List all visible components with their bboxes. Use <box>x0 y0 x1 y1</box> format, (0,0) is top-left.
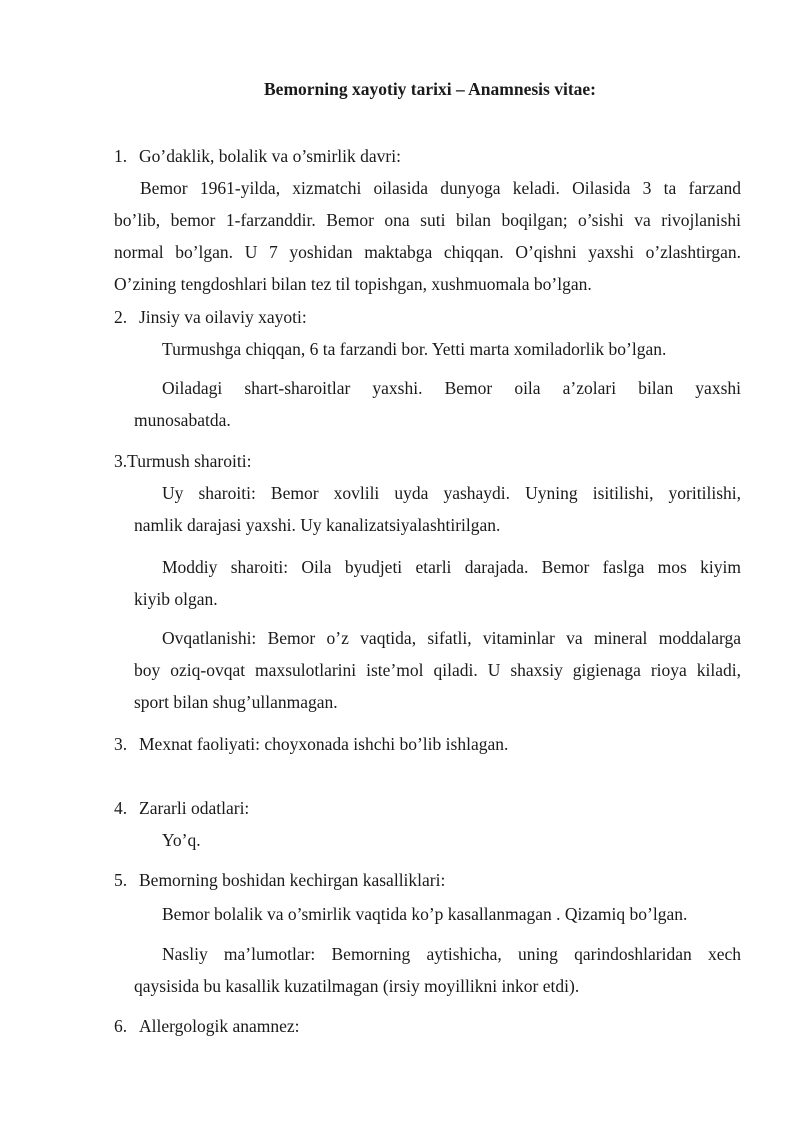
nutrition-line: Ovqatlanishi: Bemor o’z vaqtida, sifatli, vitaminlar va mineral moddalarga <box>162 628 741 648</box>
section-2-paragraph: Oiladagi shart-sharoitlar yaxshi. Bemor oila a’zolari bilan yaxshi <box>162 378 741 398</box>
section-5-heading: Zararli odatlari: <box>139 798 250 818</box>
section-1-line: normal bo’lgan. U 7 yoshidan maktabga chiqqan. O’qishni yaxshi o’zlashtirgan. <box>114 242 741 262</box>
section-1-heading: Go’daklik, bolalik va o’smirlik davri: <box>139 146 401 166</box>
section-6-number: 5. <box>114 870 128 890</box>
section-2-paragraph: munosabatda. <box>134 410 231 430</box>
section-2-number: 2. <box>114 307 128 327</box>
section-5-text: Yo’q. <box>162 830 201 850</box>
living-conditions-line: namlik darajasi yaxshi. Uy kanalizatsiyalashtirilgan. <box>134 515 501 535</box>
section-2-heading: Jinsiy va oilaviy xayoti: <box>139 307 307 327</box>
material-conditions-line: Moddiy sharoiti: Oila byudjeti etarli darajada. Bemor faslga mos kiyim <box>162 557 741 577</box>
living-conditions-line: Uy sharoiti: Bemor xovlili uyda yashaydi. Uyning isitilishi, yoritilishi, <box>162 483 741 503</box>
material-conditions-line: kiyib olgan. <box>134 589 218 609</box>
section-5-number: 4. <box>114 798 128 818</box>
section-1-line: bo’lib, bemor 1-farzanddir. Bemor ona suti bilan boqilgan; o’sishi va rivojlanishi <box>114 210 741 230</box>
section-7-heading: Allergologik anamnez: <box>139 1016 300 1036</box>
section-1-line: Bemor 1961-yilda, xizmatchi oilasida dunyoga keladi. Oilasida 3 ta farzand <box>140 178 741 198</box>
heredity-line: Nasliy ma’lumotlar: Bemorning aytishicha, uning qarindoshlaridan xech <box>162 944 741 964</box>
section-4-heading: Mexnat faoliyati: choyxonada ishchi bo’lib ishlagan. <box>139 734 509 754</box>
section-3-heading: 3.Turmush sharoiti: <box>114 451 252 471</box>
section-2-paragraph: Turmushga chiqqan, 6 ta farzandi bor. Yetti marta xomiladorlik bo’lgan. <box>162 339 667 359</box>
section-7-number: 6. <box>114 1016 128 1036</box>
heredity-line: qaysisida bu kasallik kuzatilmagan (irsiy moyillikni inkor etdi). <box>134 976 580 996</box>
page-title: Bemorning xayotiy tarixi – Anamnesis vitae: <box>264 79 596 99</box>
nutrition-line: boy oziq-ovqat maxsulotlarini iste’mol qiladi. U shaxsiy gigienaga rioya kiladi, <box>134 660 741 680</box>
nutrition-line: sport bilan shug’ullanmagan. <box>134 692 338 712</box>
section-4-number: 3. <box>114 734 128 754</box>
section-6-paragraph: Bemor bolalik va o’smirlik vaqtida ko’p kasallanmagan . Qizamiq bo’lgan. <box>162 904 688 924</box>
section-1-line: O’zining tengdoshlari bilan tez til topishgan, xushmuomala bo’lgan. <box>114 274 592 294</box>
section-1-number: 1. <box>114 146 128 166</box>
section-6-heading: Bemorning boshidan kechirgan kasalliklari: <box>139 870 446 890</box>
